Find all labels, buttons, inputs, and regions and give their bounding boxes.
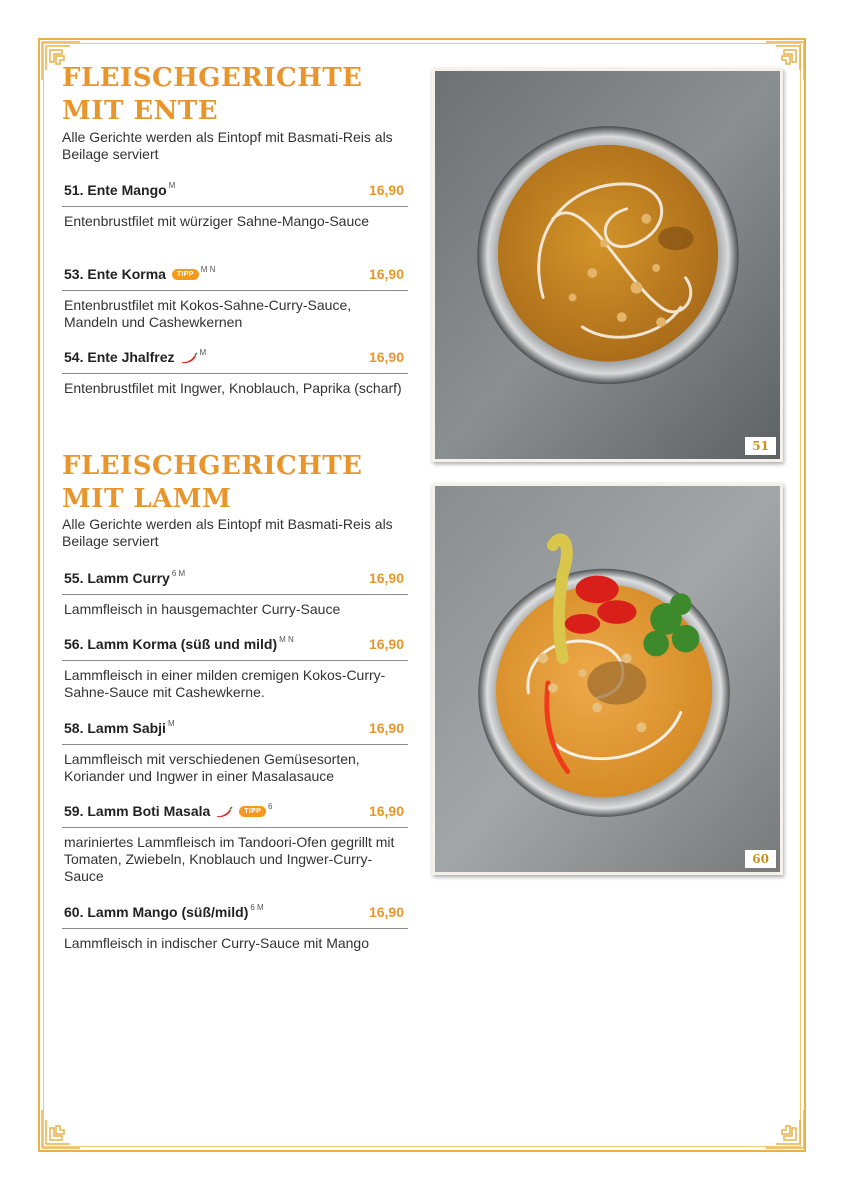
allergen-marks: 6 <box>268 801 273 811</box>
allergen-marks: M N <box>200 264 216 274</box>
dish-name-text: 56. Lamm Korma (süß und mild) <box>64 636 278 652</box>
menu-item-description: Entenbrustfilet mit Ingwer, Knoblauch, Paprika (scharf) <box>64 380 402 396</box>
curry-bowl-photo-icon <box>435 486 780 872</box>
curry-bowl-photo-icon <box>435 71 780 459</box>
dish-name-text: 54. Ente Jhalfrez <box>64 349 175 365</box>
menu-item-name <box>64 803 273 819</box>
menu-item-price: 16,90 <box>368 904 404 920</box>
menu-item <box>62 349 408 397</box>
menu-item-header <box>62 349 408 374</box>
corner-ornament-icon <box>40 1106 84 1150</box>
menu-item <box>62 182 408 230</box>
section-title-line: FLEISCHGERICHTE <box>62 63 363 93</box>
menu-item <box>62 803 408 885</box>
menu-item-price: 16,90 <box>368 266 404 282</box>
menu-item-name <box>64 349 206 365</box>
menu-item-name <box>64 182 175 198</box>
allergen-marks: 6 M <box>171 568 186 578</box>
menu-item <box>62 720 408 785</box>
menu-item-header <box>62 720 408 745</box>
menu-item-price: 16,90 <box>368 570 404 586</box>
chili-pepper-icon <box>180 351 198 363</box>
menu-item-description: Lammfleisch in indischer Curry-Sauce mit Mango <box>64 935 369 951</box>
menu-item-name <box>64 720 175 736</box>
menu-item <box>62 266 408 331</box>
menu-item-header <box>62 266 408 291</box>
menu-item-price: 16,90 <box>368 636 404 652</box>
menu-item-price: 16,90 <box>368 803 404 819</box>
dish-name-text: 51. Ente Mango <box>64 182 167 198</box>
menu-item-description: Entenbrustfilet mit Kokos-Sahne-Curry-Sauce, Mandeln und Cashewkernen <box>64 297 352 330</box>
menu-item-header <box>62 636 408 661</box>
menu-item-description: mariniertes Lammfleisch im Tandoori-Ofen gegrillt mit Tomaten, Zwiebeln, Knoblauch und Ingwer-Curry-Sauce <box>64 834 395 884</box>
menu-item-price: 16,90 <box>368 182 404 198</box>
dish-photo-51 <box>432 68 783 462</box>
dish-name-text: 55. Lamm Curry <box>64 570 170 586</box>
menu-item-price: 16,90 <box>368 349 404 365</box>
allergen-marks: M N <box>279 634 294 644</box>
menu-item-description: Lammfleisch in einer milden cremigen Kokos-Curry-Sahne-Sauce mit Cashewkerne. <box>64 667 386 700</box>
menu-item-header <box>62 182 408 207</box>
section-title-line: FLEISCHGERICHTE <box>62 451 363 481</box>
dish-name-text: 53. Ente Korma <box>64 266 166 282</box>
menu-item-name <box>64 266 215 282</box>
tipp-badge: TIPP <box>172 269 199 280</box>
dish-photo-60 <box>432 483 783 875</box>
menu-item-name <box>64 904 264 920</box>
menu-item <box>62 570 408 618</box>
tipp-badge: TIPP <box>239 806 266 817</box>
section-subtitle: Alle Gerichte werden als Eintopf mit Basmati-Reis als Beilage serviert <box>62 129 393 162</box>
menu-item-header <box>62 570 408 595</box>
photo-number-label: 51 <box>745 437 776 455</box>
section-title-lamm <box>62 450 362 516</box>
menu-item <box>62 636 408 701</box>
menu-item-header <box>62 904 408 929</box>
dish-name-text: 58. Lamm Sabji <box>64 720 166 736</box>
dish-name-text: 60. Lamm Mango (süß/mild) <box>64 904 249 920</box>
section-title-line: MIT ENTE <box>62 96 219 126</box>
photo-number-label: 60 <box>745 850 776 868</box>
allergen-marks: M <box>199 347 207 357</box>
menu-item-description: Lammfleisch in hausgemachter Curry-Sauce <box>64 601 341 617</box>
section-title-ente <box>62 62 362 128</box>
section-title-line: MIT LAMM <box>62 484 232 514</box>
allergen-marks: M <box>167 718 175 728</box>
menu-item <box>62 904 408 952</box>
section-subtitle: Alle Gerichte werden als Eintopf mit Basmati-Reis als Beilage serviert <box>62 516 393 549</box>
menu-item-name <box>64 636 294 652</box>
menu-item-header <box>62 803 408 828</box>
chili-pepper-icon <box>215 805 233 817</box>
menu-item-name <box>64 570 185 586</box>
corner-ornament-icon <box>762 1106 806 1150</box>
allergen-marks: 6 M <box>250 902 264 912</box>
allergen-marks: M <box>168 180 176 190</box>
menu-item-description: Entenbrustfilet mit würziger Sahne-Mango-Sauce <box>64 213 370 229</box>
menu-item-description: Lammfleisch mit verschiedenen Gemüsesorten, Koriander und Ingwer in einer Masalasauce <box>64 751 360 784</box>
dish-name-text: 59. Lamm Boti Masala <box>64 803 211 819</box>
menu-item-price: 16,90 <box>368 720 404 736</box>
